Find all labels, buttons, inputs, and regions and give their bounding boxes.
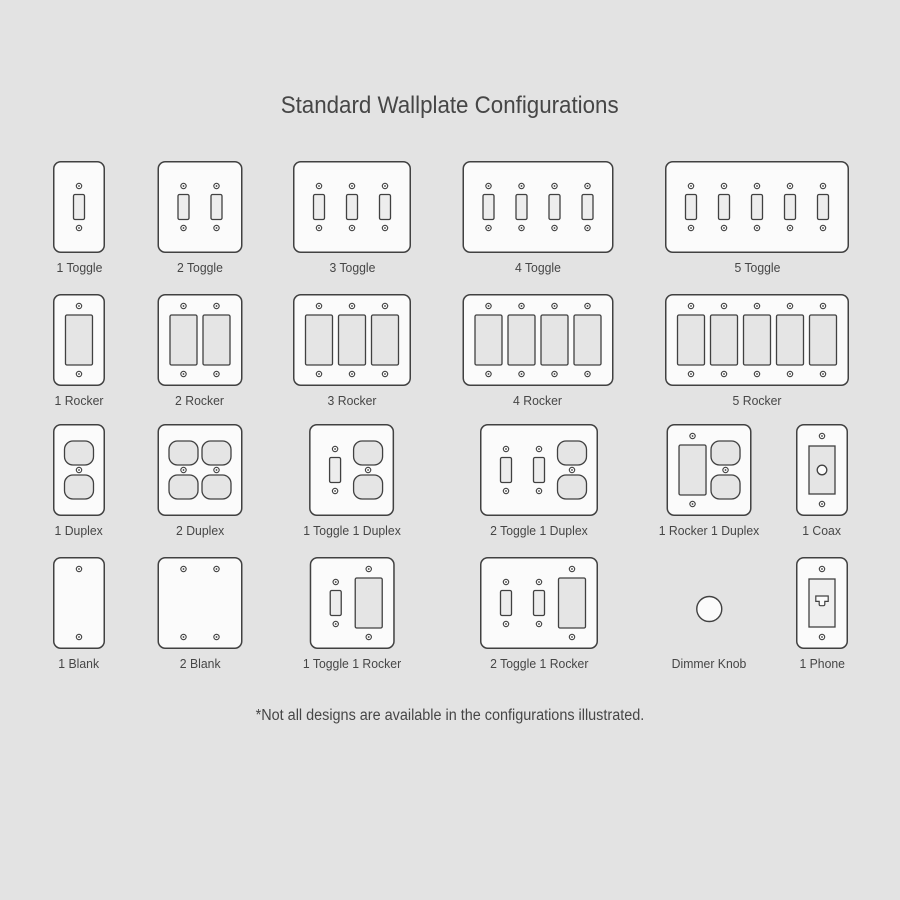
dimmer-knob-circle [697, 597, 722, 622]
screw-icon [819, 433, 824, 438]
rocker-opening [306, 315, 333, 365]
config-dimmer-knob [669, 557, 748, 671]
rocker-opening [541, 315, 568, 365]
screw-icon [333, 579, 338, 584]
screw-icon [382, 371, 387, 376]
wallplate-graphic [158, 161, 243, 253]
config-label: 2 Rocker [175, 393, 225, 408]
duplex-outlet-opening [169, 475, 198, 499]
duplex-outlet-opening [354, 441, 383, 465]
screw-icon [569, 467, 574, 472]
screw-icon [754, 225, 759, 230]
screw-icon [754, 371, 759, 376]
screw-icon [552, 183, 557, 188]
rocker-opening [810, 315, 837, 365]
wallplate-body [310, 425, 394, 516]
wallplate-graphic [309, 557, 394, 649]
toggle-opening [501, 458, 512, 483]
toggle-opening [74, 195, 85, 220]
toggle-opening [582, 195, 593, 220]
screw-icon [366, 634, 371, 639]
config-label: 1 Phone [799, 656, 845, 671]
toggle-opening [330, 458, 341, 483]
wallplate-graphic [480, 424, 598, 516]
toggle-opening [719, 195, 730, 220]
screw-icon [76, 371, 81, 376]
screw-icon [76, 183, 81, 188]
coax-connector-icon [817, 465, 827, 475]
screw-icon [486, 371, 491, 376]
toggle-opening [686, 195, 697, 220]
toggle-opening [785, 195, 796, 220]
screw-icon [688, 303, 693, 308]
screw-icon [819, 566, 824, 571]
screw-icon [585, 371, 590, 376]
screw-icon [690, 433, 695, 438]
screw-icon [503, 446, 508, 451]
config-3-rocker [293, 294, 411, 408]
toggle-opening [330, 591, 341, 616]
screw-icon [349, 371, 354, 376]
rocker-opening [170, 315, 197, 365]
screw-icon [536, 446, 541, 451]
config-label: 1 Toggle 1 Rocker [302, 656, 402, 671]
screw-icon [519, 183, 524, 188]
screw-icon [333, 488, 338, 493]
config-4-rocker [463, 294, 614, 408]
screw-icon [181, 566, 186, 571]
screw-icon [349, 303, 354, 308]
screw-icon [754, 183, 759, 188]
screw-icon [76, 303, 81, 308]
config-label: 2 Toggle [176, 260, 223, 275]
screw-icon [76, 467, 81, 472]
wallplate-graphic [293, 294, 411, 386]
rocker-opening [355, 578, 382, 628]
screw-icon [76, 566, 81, 571]
screw-icon [787, 225, 792, 230]
screw-icon [349, 183, 354, 188]
config-label: 2 Toggle 1 Rocker [489, 656, 589, 671]
screw-icon [486, 225, 491, 230]
screw-icon [552, 303, 557, 308]
config-label: 4 Rocker [513, 393, 563, 408]
rocker-opening [744, 315, 771, 365]
screw-icon [721, 225, 726, 230]
screw-icon [519, 225, 524, 230]
screw-icon [569, 634, 574, 639]
rocker-opening [711, 315, 738, 365]
config-2-toggle-1-duplex [480, 424, 598, 538]
wallplate-graphic [796, 557, 848, 649]
toggle-opening [380, 195, 391, 220]
screw-icon [519, 303, 524, 308]
config-2-toggle [158, 161, 243, 275]
config-1-toggle [53, 161, 105, 275]
screw-icon [820, 225, 825, 230]
rocker-opening [678, 315, 705, 365]
rocker-opening [679, 445, 706, 495]
screw-icon [519, 371, 524, 376]
wallplate-graphic [53, 294, 105, 386]
config-label: 1 Rocker 1 Duplex [658, 523, 760, 538]
rocker-opening [475, 315, 502, 365]
screw-icon [181, 371, 186, 376]
wallplate-graphic [310, 424, 395, 516]
config-label: 2 Duplex [175, 523, 225, 538]
screw-icon [181, 225, 186, 230]
screw-icon [552, 225, 557, 230]
config-2-blank [158, 557, 243, 671]
rocker-opening [574, 315, 601, 365]
screw-icon [333, 621, 338, 626]
rocker-opening [508, 315, 535, 365]
screw-icon [214, 634, 219, 639]
screw-icon [552, 371, 557, 376]
wallplate-body [158, 558, 242, 649]
wallplate-graphic [293, 161, 411, 253]
screw-icon [214, 371, 219, 376]
duplex-outlet-opening [558, 475, 587, 499]
config-1-toggle-1-duplex [300, 424, 404, 538]
screw-icon [316, 371, 321, 376]
wallplate-body [158, 162, 242, 253]
screw-icon [536, 488, 541, 493]
duplex-outlet-opening [169, 441, 198, 465]
screw-icon [214, 566, 219, 571]
screw-icon [721, 371, 726, 376]
screw-icon [316, 183, 321, 188]
screw-icon [536, 579, 541, 584]
rocker-opening [66, 315, 93, 365]
screw-icon [181, 634, 186, 639]
toggle-opening [534, 458, 545, 483]
screw-icon [688, 183, 693, 188]
screw-icon [721, 183, 726, 188]
config-label: 1 Rocker [54, 393, 104, 408]
rocker-opening [372, 315, 399, 365]
config-1-toggle-1-rocker [300, 557, 405, 671]
wallplate-graphic [463, 161, 614, 253]
duplex-outlet-opening [558, 441, 587, 465]
wallplate-graphic [480, 557, 598, 649]
config-3-toggle [293, 161, 411, 275]
rocker-opening [339, 315, 366, 365]
screw-icon [214, 225, 219, 230]
config-1-rocker [53, 294, 105, 408]
screw-icon [214, 183, 219, 188]
screw-icon [536, 621, 541, 626]
config-5-rocker [665, 294, 849, 408]
wallplate-graphic [665, 294, 849, 386]
screw-icon [181, 303, 186, 308]
footnote-text: *Not all designs are available in the configurations illustrated. [255, 707, 645, 724]
config-label: Dimmer Knob [671, 656, 747, 671]
toggle-opening [534, 591, 545, 616]
rocker-opening [203, 315, 230, 365]
screw-icon [76, 634, 81, 639]
toggle-opening [501, 591, 512, 616]
screw-icon [349, 225, 354, 230]
config-label: 5 Rocker [732, 393, 782, 408]
config-label: 4 Toggle [514, 260, 561, 275]
screw-icon [585, 303, 590, 308]
screw-icon [503, 488, 508, 493]
toggle-opening [818, 195, 829, 220]
screw-icon [181, 467, 186, 472]
screw-icon [214, 467, 219, 472]
screw-icon [316, 225, 321, 230]
config-label: 1 Blank [58, 656, 100, 671]
toggle-opening [549, 195, 560, 220]
config-label: 1 Coax [802, 523, 842, 538]
rocker-opening [777, 315, 804, 365]
config-1-duplex [53, 424, 105, 538]
config-2-rocker [158, 294, 243, 408]
wallplate-graphic [666, 424, 751, 516]
wallplate-body [158, 425, 242, 516]
config-4-toggle [463, 161, 614, 275]
screw-icon [820, 371, 825, 376]
config-label: 1 Duplex [54, 523, 104, 538]
toggle-opening [347, 195, 358, 220]
config-1-rocker-1-duplex [656, 424, 763, 538]
screw-icon [787, 303, 792, 308]
screw-icon [819, 501, 824, 506]
duplex-outlet-opening [354, 475, 383, 499]
screw-icon [690, 501, 695, 506]
duplex-outlet-opening [711, 475, 740, 499]
footnote [0, 707, 900, 725]
screw-icon [569, 566, 574, 571]
page-title [0, 92, 900, 120]
duplex-outlet-opening [65, 475, 94, 499]
screw-icon [366, 467, 371, 472]
config-label: 5 Toggle [733, 260, 780, 275]
wallplate-graphic [665, 161, 849, 253]
screw-icon [503, 579, 508, 584]
config-1-blank [53, 557, 105, 671]
screw-icon [787, 371, 792, 376]
config-label: 2 Toggle 1 Duplex [490, 523, 588, 538]
wallplate-graphic [158, 424, 243, 516]
screw-icon [366, 566, 371, 571]
screw-icon [721, 303, 726, 308]
screw-icon [316, 303, 321, 308]
duplex-outlet-opening [711, 441, 740, 465]
config-label: 1 Toggle [55, 260, 102, 275]
toggle-opening [314, 195, 325, 220]
wallplate-graphic [463, 294, 614, 386]
screw-icon [382, 183, 387, 188]
config-5-toggle [665, 161, 849, 275]
wallplate-graphic [53, 557, 105, 649]
screw-icon [754, 303, 759, 308]
screw-icon [181, 183, 186, 188]
screw-icon [382, 225, 387, 230]
config-1-coax [796, 424, 848, 538]
duplex-outlet-opening [202, 441, 231, 465]
screw-icon [486, 183, 491, 188]
config-label: 3 Toggle [328, 260, 375, 275]
screw-icon [723, 467, 728, 472]
config-2-toggle-1-rocker [480, 557, 598, 671]
wallplate-graphic [158, 294, 243, 386]
toggle-opening [178, 195, 189, 220]
config-1-phone [796, 557, 848, 671]
wallplate-graphic [53, 161, 105, 253]
toggle-opening [752, 195, 763, 220]
screw-icon [585, 225, 590, 230]
screw-icon [333, 446, 338, 451]
screw-icon [486, 303, 491, 308]
config-label: 2 Blank [179, 656, 221, 671]
toggle-opening [211, 195, 222, 220]
duplex-outlet-opening [65, 441, 94, 465]
screw-icon [819, 634, 824, 639]
dimmer-knob-graphic [683, 557, 735, 649]
page-title-text: Standard Wallplate Configurations [281, 92, 619, 119]
screw-icon [76, 225, 81, 230]
config-label: 1 Toggle 1 Duplex [303, 523, 401, 538]
screw-icon [585, 183, 590, 188]
wallplate-graphic [53, 424, 105, 516]
screw-icon [503, 621, 508, 626]
config-2-duplex [158, 424, 243, 538]
screw-icon [214, 303, 219, 308]
screw-icon [820, 303, 825, 308]
screw-icon [688, 371, 693, 376]
screw-icon [688, 225, 693, 230]
rocker-opening [559, 578, 586, 628]
screw-icon [787, 183, 792, 188]
wallplate-graphic [158, 557, 243, 649]
wallplate-graphic [796, 424, 848, 516]
duplex-outlet-opening [202, 475, 231, 499]
toggle-opening [516, 195, 527, 220]
toggle-opening [483, 195, 494, 220]
screw-icon [382, 303, 387, 308]
screw-icon [820, 183, 825, 188]
config-label: 3 Rocker [327, 393, 377, 408]
